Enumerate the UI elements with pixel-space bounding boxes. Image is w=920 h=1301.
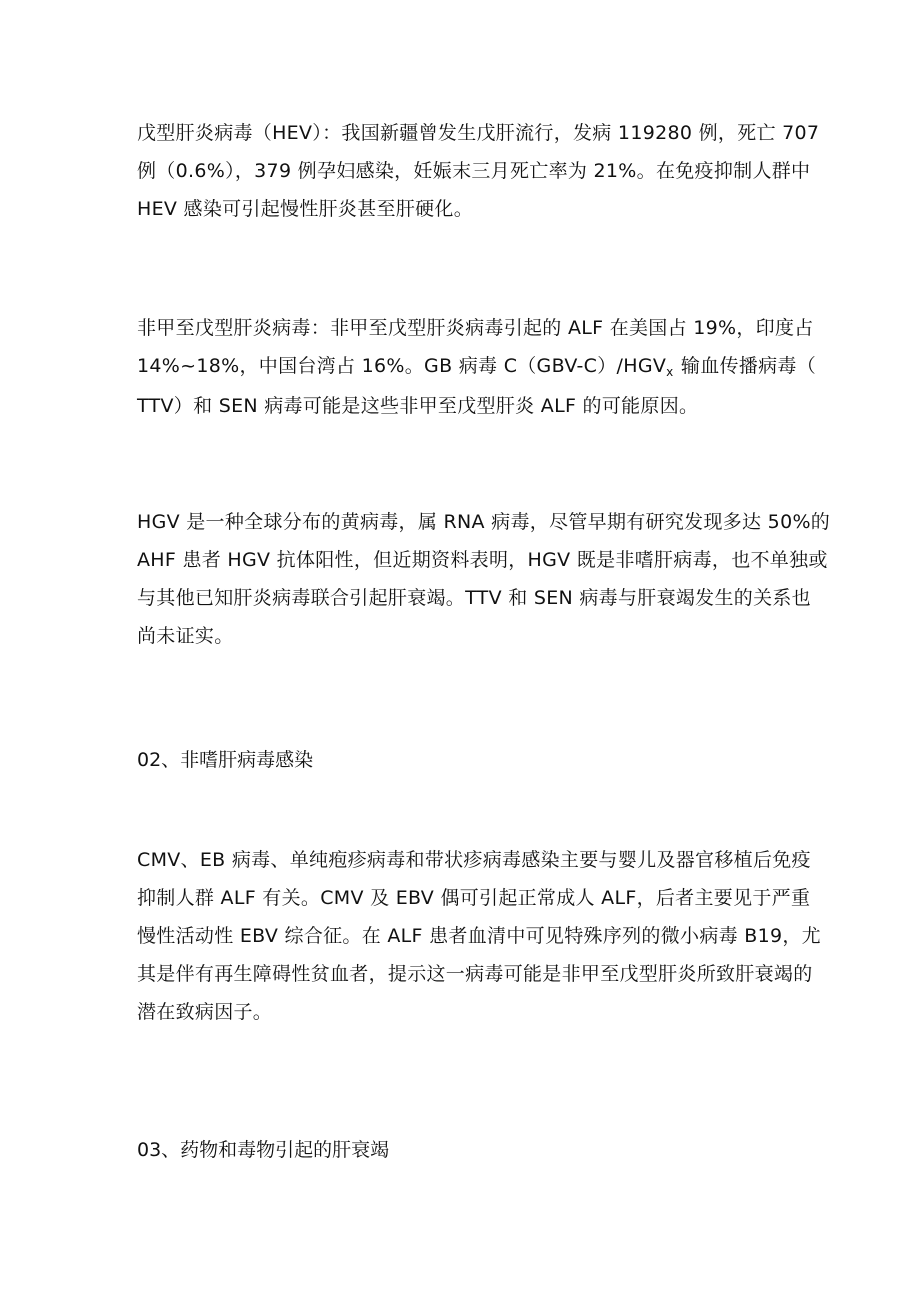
paragraph-line: CMV、EB 病毒、单纯疱疹病毒和带状疹病毒感染主要与婴儿及器官移植后免疫 — [137, 849, 811, 871]
paragraph-line: 抑制人群 ALF 有关。CMV 及 EBV 偶可引起正常成人 ALF，后者主要见于严重 — [137, 887, 811, 909]
paragraph-line: 慢性活动性 EBV 综合征。在 ALF 患者血清中可见特殊序列的微小病毒 B19，尤 — [137, 925, 821, 947]
line-text: 14%~18%，中国台湾占 16%。GB 病毒 C（GBV-C）/HGV — [137, 355, 667, 377]
paragraph-hgv — [137, 503, 831, 655]
subscript-x: x — [666, 365, 674, 379]
paragraph-non-a-to-e — [137, 309, 817, 425]
paragraph-non-hepatotropic — [137, 841, 821, 1031]
paragraph-line: 与其他已知肝炎病毒联合引起肝衰竭。TTV 和 SEN 病毒与肝衰竭发生的关系也 — [137, 587, 811, 609]
paragraph-hev — [137, 114, 820, 228]
paragraph-line: HGV 是一种全球分布的黄病毒，属 RNA 病毒，尽管早期有研究发现多达 50%的 — [137, 511, 831, 533]
line-text: 输血传播病毒（ — [674, 355, 817, 377]
paragraph-line: 尚未证实。 — [137, 625, 234, 647]
section-heading-02: 02、非嗜肝病毒感染 — [137, 749, 314, 771]
paragraph-line-with-subscript — [137, 347, 817, 387]
paragraph-line: 非甲至戊型肝炎病毒：非甲至戊型肝炎病毒引起的 ALF 在美国占 19%，印度占 — [137, 317, 814, 339]
section-heading-03: 03、药物和毒物引起的肝衰竭 — [137, 1139, 390, 1161]
paragraph-line: 例（0.6%），379 例孕妇感染，妊娠末三月死亡率为 21%。在免疫抑制人群中 — [137, 160, 811, 182]
paragraph-line: 其是伴有再生障碍性贫血者，提示这一病毒可能是非甲至戊型肝炎所致肝衰竭的 — [137, 963, 813, 985]
paragraph-line: 潜在致病因子。 — [137, 1001, 273, 1023]
paragraph-line: AHF 患者 HGV 抗体阳性，但近期资料表明，HGV 既是非嗜肝病毒，也不单独或 — [137, 549, 828, 571]
paragraph-line: HEV 感染可引起慢性肝炎甚至肝硬化。 — [137, 198, 474, 220]
paragraph-line: TTV）和 SEN 病毒可能是这些非甲至戊型肝炎 ALF 的可能原因。 — [137, 395, 699, 417]
paragraph-line: 戊型肝炎病毒（HEV）：我国新疆曾发生戊肝流行，发病 119280 例，死亡 707 — [137, 122, 820, 144]
